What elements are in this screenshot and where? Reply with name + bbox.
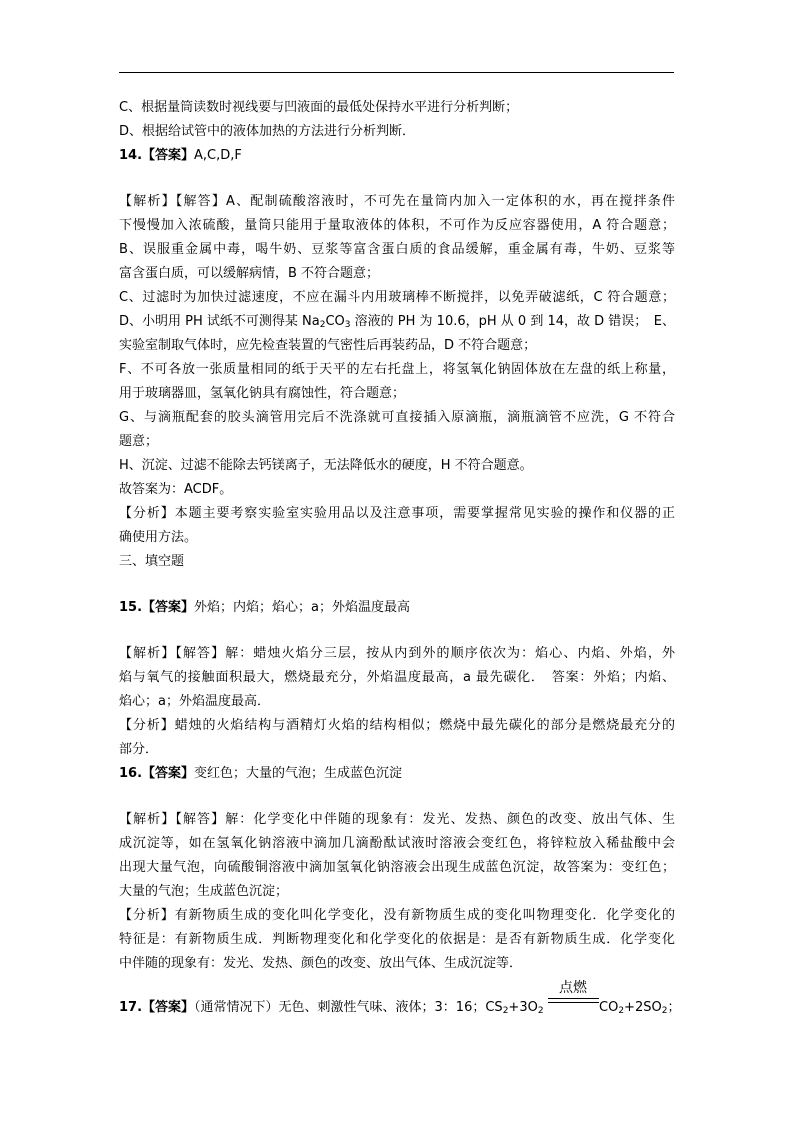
q14-answer-value: A,C,D,F (194, 148, 242, 163)
q14-jiexi-line: 故答案为：ACDF。 (119, 482, 233, 497)
q14-jiexi-line: G、与滴瓶配套的胶头滴管用完后不洗涤就可直接插入原滴瓶，滴瓶滴管不应洗，G 不符合 (119, 410, 675, 425)
document-body (119, 96, 681, 1046)
q15-line: 【解析】【解答】解：蜡烛火焰分三层，按从内到外的顺序依次为：焰心、内焰、外焰，外 (119, 646, 675, 661)
reaction-products: $CO_2+2SO_2$； (599, 1000, 681, 1016)
q16-line: 特征是：有新物质生成．判断物理变化和化学变化的依据是：是否有新物质生成．化学变化 (119, 932, 675, 947)
q17-answer-label: 17.【答案】 (119, 1000, 195, 1015)
q14-answer (119, 144, 675, 168)
q14-jiexi-line: 富含蛋白质，可以缓解病情，B 不符合题意； (119, 266, 380, 281)
q16-line: 中伴随的现象有：发光、发热、颜色的改变、放出气体、生成沉淀等． (119, 956, 523, 971)
q15-line: 部分． (119, 742, 159, 757)
header-rule (119, 72, 674, 73)
q16-line: 大量的气泡；生成蓝色沉淀； (119, 884, 289, 899)
q17-answer: 点燃 17.【答案】（通常情况下）无色、刺激性气味、液体；3：16；$CS_2+3O_2$ $CO_2+2SO_2$； (119, 976, 675, 1046)
q14-jiexi-line: H、沉淀、过滤不能除去钙镁离子，无法降低水的硬度，H 不符合题意。 (119, 458, 533, 473)
q16-answer (119, 762, 675, 786)
q14-answer-label: 14.【答案】 (119, 148, 195, 163)
q15-line: 【分析】蜡烛的火焰结构与酒精灯火焰的结构相似；燃烧中最先碳化的部分是燃烧最充分的 (119, 718, 675, 733)
q15-answer-value: 外焰；内焰；焰心；a；外焰温度最高 (194, 600, 410, 615)
reaction-equals-sign (548, 998, 599, 1003)
q15-line: 焰心；a；外焰温度最高． (119, 694, 270, 709)
q16-line: 成沉淀等，如在氢氧化钠溶液中滴加几滴酚酞试液时溶液会变红色，将锌粒放入稀盐酸中会 (119, 836, 675, 851)
q14-jiexi-line: 用于玻璃器皿，氢氧化钠具有腐蚀性，符合题意； (119, 386, 406, 401)
q15-line: 焰与氧气的接触面积最大，燃烧最充分，外焰温度最高，a 最先碳化． 答案：外焰；内焰、 (119, 670, 675, 685)
q14-jiexi-line: 题意； (119, 434, 159, 449)
q14-fenxi-line: 【分析】本题主要考察实验室实验用品以及注意事项，需要掌握常见实验的操作和仪器的正 (119, 506, 675, 521)
q16-line: 出现大量气泡，向硫酸铜溶液中滴加氢氧化钠溶液会出现生成蓝色沉淀，故答案为：变红色； (119, 860, 675, 875)
q14-fenxi-line: 确使用方法。 (119, 530, 198, 545)
q16-line: 【分析】有新物质生成的变化叫化学变化，没有新物质生成的变化叫物理变化．化学变化的 (119, 908, 675, 923)
q15-answer (119, 596, 675, 620)
q15-answer-label: 15.【答案】 (119, 600, 195, 615)
q13-line-c: C、根据量筒读数时视线要与凹液面的最低处保持水平进行分析判断； (119, 100, 519, 115)
q14-jiexi-line: B、误服重金属中毒，喝牛奶、豆浆等富含蛋白质的食品缓解，重金属有毒，牛奶、豆浆等 (119, 242, 675, 257)
q14-jiexi-line: 【解析】【解答】A、配制硫酸溶液时，不可先在量筒内加入一定体积的水，再在搅拌条件 (119, 194, 675, 209)
q14-jiexi-line: F、不可各放一张质量相同的纸于天平的左右托盘上，将氢氧化钠固体放在左盘的纸上称量， (119, 362, 675, 377)
q14-jiexi-line: 下慢慢加入浓硫酸，量筒只能用于量取液体的体积，不可作为反应容器使用，A 符合题意； (119, 218, 675, 233)
q16-answer-value: 变红色；大量的气泡；生成蓝色沉淀 (194, 766, 403, 781)
section-title: 三、填空题 (119, 554, 185, 569)
q14-jiexi-line: 实验室制取气体时，应先检查装置的气密性后再装药品，D 不符合题意； (119, 338, 537, 353)
q16-answer-label: 16.【答案】 (119, 766, 195, 781)
q13-line-d: D、根据给试管中的液体加热的方法进行分析判断． (119, 124, 416, 139)
reaction-condition: 点燃 (559, 980, 587, 996)
q14-jiexi-line: C、过滤时为加快过滤速度，不应在漏斗内用玻璃棒不断搅拌，以免弄破滤纸，C 符合题意； (119, 290, 675, 305)
q14-line-d: D、小明用 PH 试纸不可测得某 $Na_2CO_3$ 溶液的 PH 为 10.6，pH 从 0 到 14，故 D 错误； E、 (119, 314, 675, 330)
q16-line: 【解析】【解答】解：化学变化中伴随的现象有：发光、发热、颜色的改变、放出气体、生 (119, 812, 675, 827)
